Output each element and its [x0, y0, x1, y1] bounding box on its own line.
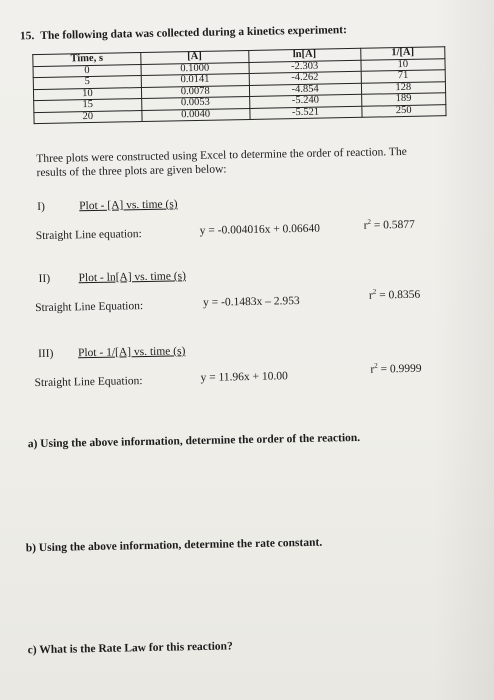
- r-exponent: 2: [372, 287, 377, 296]
- plot-3-title: Plot - 1/[A] vs. time (s): [77, 345, 186, 360]
- table-cell: -2.303: [249, 60, 361, 74]
- r-squared-value: = 0.9999: [377, 362, 422, 376]
- plot-3-equation-label: Straight Line Equation:: [34, 375, 143, 390]
- plot-3-numeral: III): [37, 347, 54, 361]
- table-cell: 250: [361, 104, 446, 117]
- table-cell: 0.0078: [141, 85, 249, 99]
- table-cell: 0.1000: [141, 62, 249, 76]
- table-cell: 20: [34, 110, 142, 124]
- column-header-ln-concentration: ln[A]: [248, 48, 360, 62]
- plot-3-equation: y = 11.96x + 10.00: [200, 370, 288, 384]
- table-cell: 10: [361, 58, 446, 71]
- question-a-text: Using the above information, determine the order of the reaction.: [40, 431, 361, 451]
- plot-2-numeral: II): [38, 272, 51, 286]
- table-cell: 71: [361, 70, 446, 83]
- question-b: [26, 537, 323, 555]
- page-edge-shadow: [434, 0, 494, 700]
- question-c: [28, 640, 233, 656]
- question-a: [28, 432, 361, 450]
- kinetics-data-table: [32, 46, 446, 124]
- table-cell: 0.0040: [142, 108, 250, 122]
- plot-1-numeral: I): [37, 200, 46, 214]
- r-symbol: r: [363, 219, 368, 232]
- intro-line: results of the three plots are given below:: [36, 163, 227, 180]
- question-c-text: What is the Rate Law for this reaction?: [39, 640, 233, 657]
- intro-line: Three plots were constructed using Excel to determine the order of reaction. The: [36, 145, 407, 166]
- table-cell: 0.0053: [141, 96, 249, 110]
- plot-2-equation: y = -0.1483x – 2.953: [202, 295, 300, 309]
- r-symbol: r: [370, 363, 375, 376]
- plot-2-equation-label: Straight Line Equation:: [35, 300, 144, 315]
- table-cell: 5: [33, 76, 141, 90]
- plot-1-equation: y = -0.004016x + 0.06640: [199, 222, 321, 237]
- table-cell: 189: [361, 93, 446, 106]
- question-text: The following data was collected during a kinetics experiment:: [40, 24, 348, 42]
- table-cell: -5.521: [249, 106, 361, 120]
- plot-2-title: Plot - ln[A] vs. time (s): [78, 270, 187, 285]
- table-cell: 15: [34, 99, 142, 113]
- question-number: 15.: [19, 30, 35, 43]
- r-squared-value: = 0.8356: [376, 288, 421, 302]
- plot-1-title: Plot - [A] vs. time (s): [79, 198, 178, 213]
- question-header: [20, 24, 347, 42]
- r-symbol: r: [368, 289, 373, 302]
- table-cell: 0.0141: [141, 73, 249, 87]
- column-header-time: Time, s: [33, 53, 141, 67]
- intro-paragraph: [36, 144, 476, 180]
- question-b-text: Using the above information, determine the rate constant.: [38, 536, 323, 555]
- question-c-letter: c): [27, 644, 37, 657]
- table-cell: 128: [361, 81, 446, 94]
- plot-2-r-squared: [369, 289, 420, 302]
- plot-1-equation-label: Straight Line equation:: [35, 228, 142, 243]
- table-cell: 10: [33, 87, 141, 101]
- table-cell: -4.854: [249, 83, 361, 97]
- question-a-letter: a): [27, 438, 38, 451]
- table-cell: -5.240: [249, 94, 361, 108]
- r-exponent: 2: [367, 217, 371, 226]
- plot-3-r-squared: [370, 363, 421, 376]
- plot-1-r-squared: [364, 219, 415, 232]
- table-cell: -4.262: [249, 71, 361, 85]
- question-b-letter: b): [25, 542, 37, 555]
- column-header-inverse-concentration: 1/[A]: [360, 47, 445, 60]
- column-header-concentration: [A]: [141, 50, 249, 64]
- r-exponent: 2: [374, 361, 378, 370]
- table-cell: 0: [33, 64, 141, 78]
- r-squared-value: = 0.5877: [370, 218, 415, 232]
